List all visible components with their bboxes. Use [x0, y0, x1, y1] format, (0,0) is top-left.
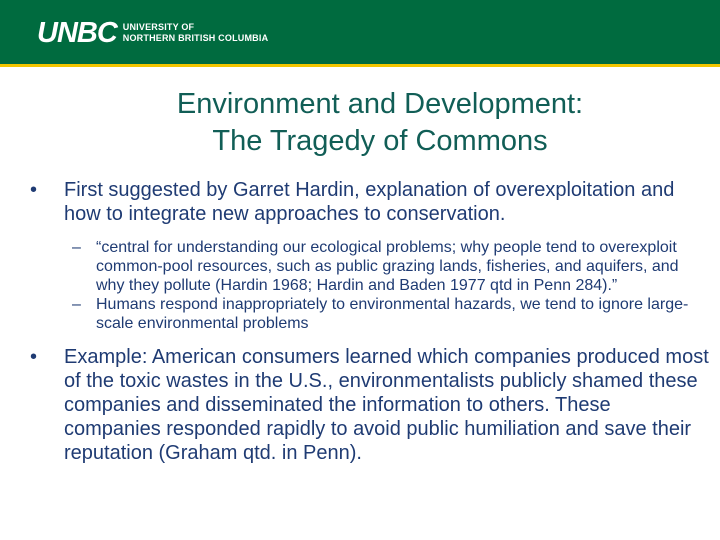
bullet-item: [30, 178, 710, 226]
sub-bullet-marker: –: [72, 296, 81, 313]
logo-line-2: NORTHERN BRITISH COLUMBIA: [122, 33, 269, 43]
sub-bullet-item: [30, 238, 710, 295]
unbc-logo: [37, 17, 268, 49]
header-banner: [0, 0, 720, 64]
bullet-text: Example: American consumers learned which companies produced most of the toxic wastes in the U.S., environmentalists publicly shamed these companies and disseminated the information to others. These companies responded rapidly to avoid public humiliation and save their reputation (Graham qtd. in Penn).: [64, 346, 709, 464]
bullet-marker: •: [30, 346, 38, 368]
logo-mark: UNBC: [37, 17, 117, 49]
banner-divider: [0, 64, 720, 67]
sub-bullet-text: Humans respond inappropriately to environmental hazards, we tend to ignore large-scale environmental problems: [96, 296, 689, 332]
slide-title: [60, 86, 700, 160]
bullet-marker: •: [30, 179, 38, 201]
title-line-1: Environment and Development:: [176, 88, 584, 120]
sub-bullet-item: [30, 295, 710, 333]
title-line-2: The Tragedy of Commons: [212, 125, 548, 157]
sub-bullet-text: “central for understanding our ecological problems; why people tend to overexploit common-pool resources, such as public grazing lands, fisheries, and aquifers, and why they pollute (Hardin 1968; Hardin and Baden 1977 qtd in Penn 284).”: [96, 239, 679, 294]
logo-wordmark: [123, 22, 269, 44]
logo-line-1: UNIVERSITY OF: [122, 22, 195, 32]
bullet-text: First suggested by Garret Hardin, explanation of overexploitation and how to integrate new approaches to conservation.: [64, 179, 675, 225]
bullet-item: [30, 345, 710, 465]
sub-bullet-marker: –: [72, 239, 81, 256]
bullet-list: [30, 178, 710, 465]
